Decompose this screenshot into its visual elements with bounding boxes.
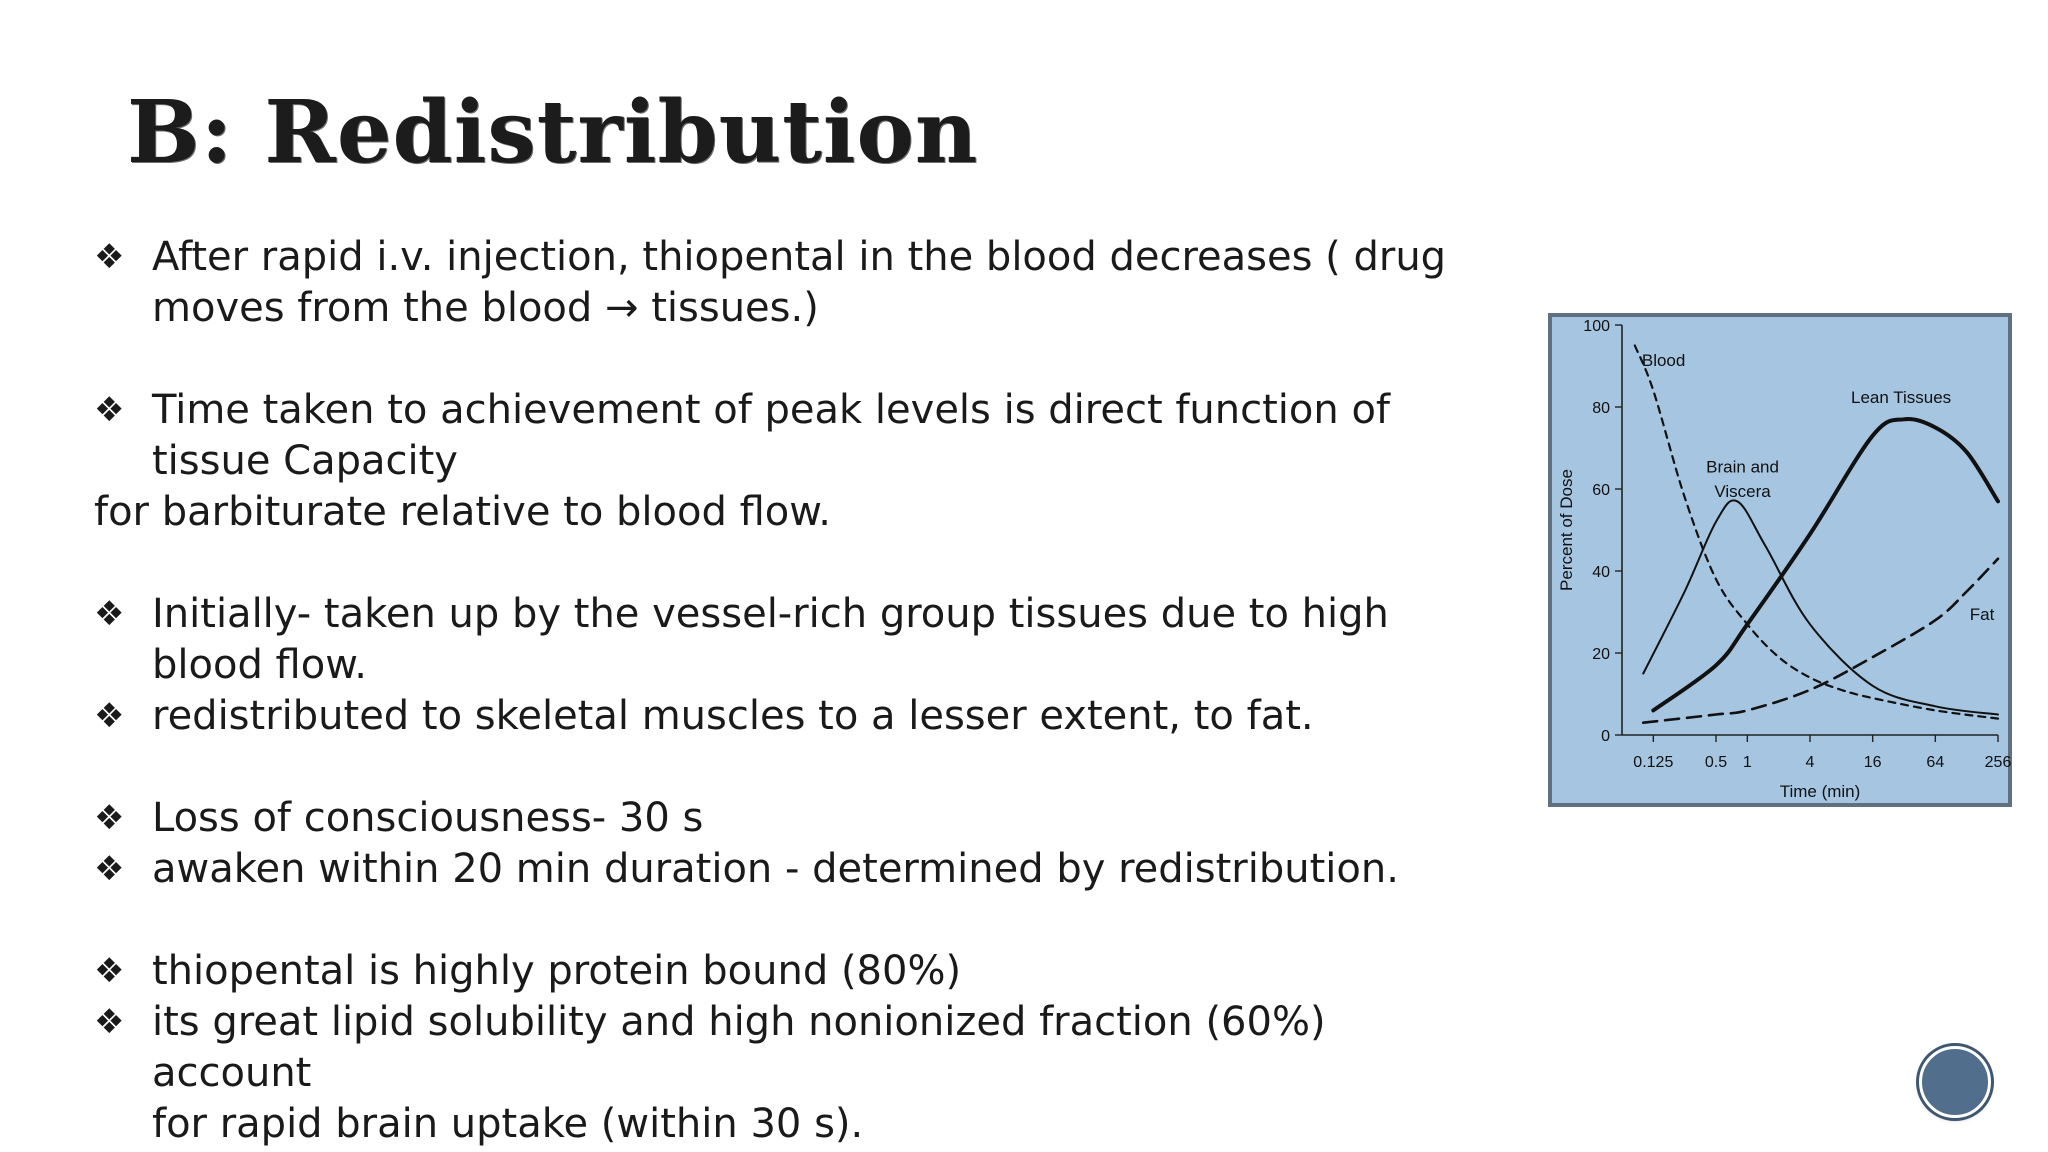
bullet-text-line: its great lipid solubility and high nonionized fraction (60%) account	[152, 999, 1326, 1096]
bullet-text-line: Loss of consciousness- 30 s	[152, 795, 704, 841]
slide-nav-button[interactable]	[1919, 1046, 1991, 1118]
bullet-text-line: moves from the blood → tissues.)	[152, 285, 819, 331]
bullet-diamond-icon: ❖	[94, 798, 125, 838]
y-tick-label: 40	[1592, 564, 1610, 581]
bullet-diamond-icon: ❖	[94, 1002, 125, 1042]
bullet-diamond-icon: ❖	[94, 849, 125, 889]
x-tick-label: 4	[1805, 754, 1815, 771]
bullet-item	[94, 844, 1494, 895]
y-tick-label: 80	[1592, 400, 1610, 417]
bullet-text-line: Initially- taken up by the vessel-rich group tissues due to high	[152, 591, 1389, 637]
continuation-text	[94, 487, 1494, 538]
bullet-diamond-icon: ❖	[94, 951, 125, 991]
bullet-item	[94, 793, 1494, 844]
series-label-blood: Blood	[1641, 351, 1686, 370]
bullet-diamond-icon: ❖	[94, 237, 125, 277]
bullet-item	[94, 589, 1494, 691]
x-tick-label: 256	[1984, 754, 2012, 771]
bullet-diamond-icon: ❖	[94, 696, 125, 736]
bullet-item	[94, 232, 1494, 334]
bullet-item	[94, 946, 1494, 997]
paragraph-gap	[94, 334, 1494, 385]
bullet-text-line: for rapid brain uptake (within 30 s).	[152, 1101, 864, 1147]
bullet-item	[94, 691, 1494, 742]
bullet-text-line: thiopental is highly protein bound (80%)	[152, 948, 962, 994]
series-label-lean-tissues: Lean Tissues	[1850, 387, 1952, 407]
series-label-brain-and-viscera: Viscera	[1714, 482, 1771, 502]
bullet-text-line: redistributed to skeletal muscles to a lesser extent, to fat.	[152, 693, 1314, 739]
series-label-brain-and-viscera: Brain and	[1706, 457, 1779, 477]
y-tick-label: 60	[1592, 482, 1610, 499]
slide-title: B: Redistribution	[127, 82, 979, 183]
paragraph-gap	[94, 895, 1494, 946]
x-tick-label: 1	[1742, 754, 1752, 771]
chart-figure	[1548, 313, 2012, 807]
bullet-item	[94, 997, 1494, 1150]
series-label-fat: Fat	[1969, 605, 1995, 625]
y-axis-label: Percent of Dose	[1557, 469, 1576, 591]
bullet-list	[94, 232, 1494, 1150]
y-tick-label: 100	[1583, 318, 1610, 335]
x-axis-label: Time (min)	[1779, 782, 1861, 801]
bullet-diamond-icon: ❖	[94, 594, 125, 634]
bullet-item	[94, 385, 1494, 487]
x-tick-label: 0.5	[1704, 754, 1728, 771]
bullet-text-line: for barbiturate relative to blood flow.	[94, 489, 832, 535]
series-line-lean-tissues	[1653, 419, 1998, 710]
paragraph-gap	[94, 538, 1494, 589]
x-tick-label: 64	[1926, 754, 1945, 771]
bullet-text-line: After rapid i.v. injection, thiopental in the blood decreases ( drug	[152, 234, 1447, 280]
x-tick-label: 16	[1863, 754, 1882, 771]
bullet-text-line: blood flow.	[152, 642, 367, 688]
bullet-diamond-icon: ❖	[94, 390, 125, 430]
bullet-text-line: tissue Capacity	[152, 438, 458, 484]
bullet-text-line: Time taken to achievement of peak levels is direct function of	[152, 387, 1391, 433]
distribution-chart	[1552, 317, 2012, 803]
y-tick-label: 0	[1601, 728, 1610, 745]
y-tick-label: 20	[1592, 646, 1610, 663]
series-line-fat	[1643, 559, 1998, 723]
x-tick-label: 0.125	[1633, 754, 1674, 771]
paragraph-gap	[94, 742, 1494, 793]
bullet-text-line: awaken within 20 min duration - determined by redistribution.	[152, 846, 1399, 892]
